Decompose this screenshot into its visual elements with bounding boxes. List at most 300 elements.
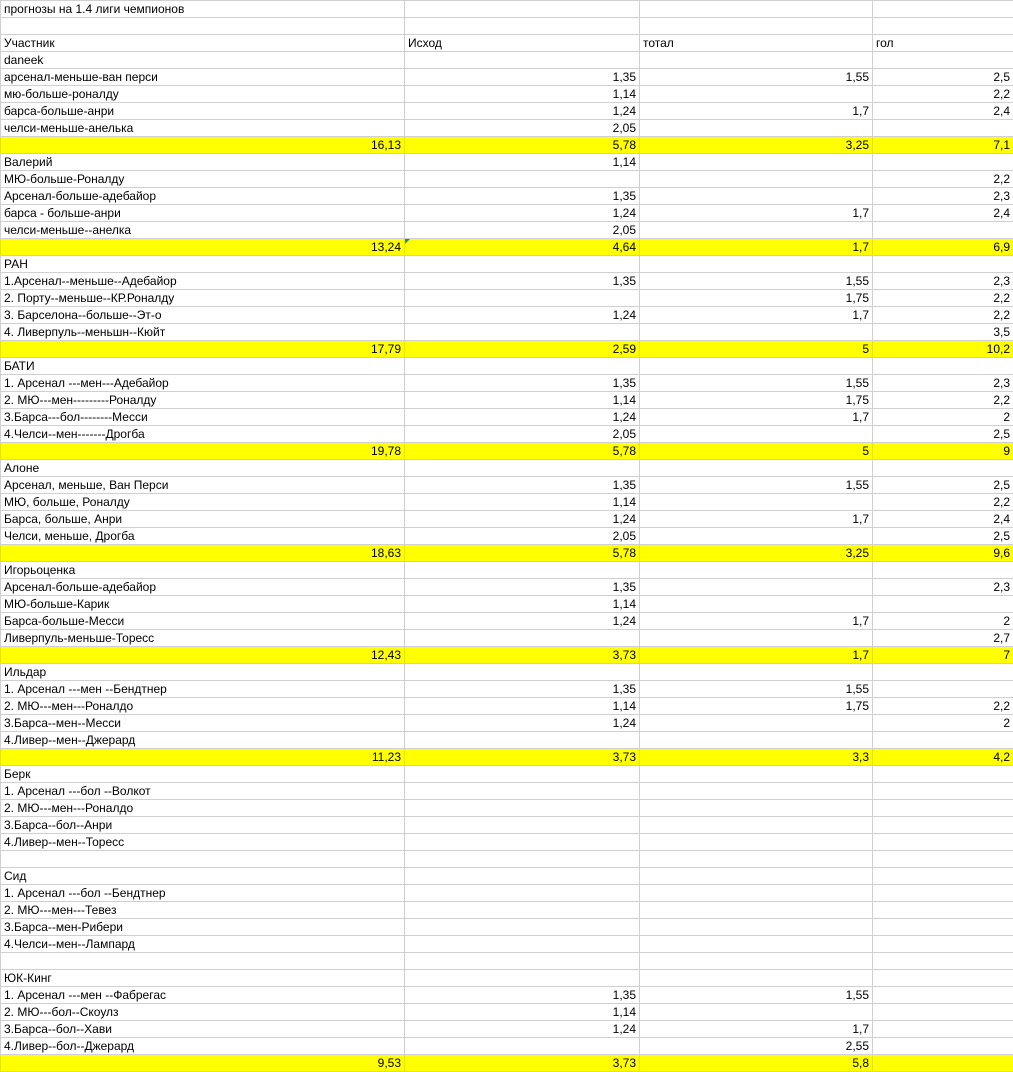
cell[interactable]: 1,55	[640, 273, 873, 290]
cell[interactable]: 9,6	[873, 545, 1013, 562]
cell[interactable]: 1,24	[405, 613, 640, 630]
table-row	[1, 375, 1013, 392]
cell[interactable]	[640, 154, 873, 171]
cell[interactable]: 3.Барса--бол--Анри	[1, 817, 405, 834]
cell[interactable]	[873, 681, 1013, 698]
cell[interactable]: 2,59	[405, 341, 640, 358]
cell[interactable]	[873, 1021, 1013, 1038]
table-row	[1, 171, 1013, 188]
cell[interactable]: Ливерпуль-меньше-Торесс	[1, 630, 405, 647]
cell[interactable]	[640, 494, 873, 511]
cell[interactable]: МЮ-больше-Карик	[1, 596, 405, 613]
cell[interactable]: 5	[640, 341, 873, 358]
cell[interactable]: Арсенал-больше-адебайор	[1, 579, 405, 596]
cell[interactable]	[640, 783, 873, 800]
cell[interactable]	[1, 851, 405, 868]
cell[interactable]: 3,25	[640, 545, 873, 562]
cell[interactable]	[873, 868, 1013, 885]
cell[interactable]: 16,13	[1, 137, 405, 154]
cell[interactable]	[640, 732, 873, 749]
cell[interactable]: 1.Арсенал--меньше--Адебайор	[1, 273, 405, 290]
cell[interactable]: 3,73	[405, 647, 640, 664]
cell[interactable]: 1,35	[405, 987, 640, 1004]
cell[interactable]: 4.Ливер--мен--Торесс	[1, 834, 405, 851]
cell[interactable]	[640, 222, 873, 239]
table-row	[1, 885, 1013, 902]
cell[interactable]	[873, 596, 1013, 613]
table-row	[1, 409, 1013, 426]
cell[interactable]: 2,05	[405, 120, 640, 137]
cell[interactable]: Арсенал-больше-адебайор	[1, 188, 405, 205]
cell[interactable]: 3.Барса--бол--Хави	[1, 1021, 405, 1038]
cell[interactable]: барса-больше-анри	[1, 103, 405, 120]
cell[interactable]: 2	[873, 409, 1013, 426]
table-row	[1, 120, 1013, 137]
cell[interactable]: 1,7	[640, 307, 873, 324]
cell[interactable]	[640, 596, 873, 613]
cell[interactable]	[405, 1038, 640, 1055]
cell[interactable]: Арсенал, меньше, Ван Перси	[1, 477, 405, 494]
table-row	[1, 1004, 1013, 1021]
table-row	[1, 800, 1013, 817]
cell[interactable]	[405, 171, 640, 188]
cell[interactable]	[873, 256, 1013, 273]
cell[interactable]	[405, 834, 640, 851]
table-row	[1, 307, 1013, 324]
table-row	[1, 1, 1013, 18]
cell[interactable]: прогнозы на 1.4 лиги чемпионов	[1, 1, 405, 18]
cell[interactable]: 1,75	[640, 290, 873, 307]
cell[interactable]: 5	[640, 443, 873, 460]
cell[interactable]: 7,1	[873, 137, 1013, 154]
cell[interactable]: 2,2	[873, 392, 1013, 409]
cell[interactable]: Игорьоценка	[1, 562, 405, 579]
table-row	[1, 579, 1013, 596]
cell[interactable]: 2,2	[873, 171, 1013, 188]
cell[interactable]: 12,43	[1, 647, 405, 664]
cell[interactable]: 2	[873, 613, 1013, 630]
cell[interactable]	[405, 817, 640, 834]
cell[interactable]: 3.Барса--мен--Месси	[1, 715, 405, 732]
cell[interactable]: 1,55	[640, 987, 873, 1004]
cell[interactable]	[405, 885, 640, 902]
table-row	[1, 851, 1013, 868]
sheet-body	[1, 1, 1013, 1072]
cell[interactable]	[405, 290, 640, 307]
cell[interactable]: 1,7	[640, 409, 873, 426]
cell[interactable]: 1,7	[640, 103, 873, 120]
cell[interactable]: 2,2	[873, 698, 1013, 715]
cell[interactable]: 2,3	[873, 375, 1013, 392]
cell[interactable]: Сид	[1, 868, 405, 885]
cell[interactable]	[873, 936, 1013, 953]
cell[interactable]	[405, 936, 640, 953]
cell[interactable]: барса - больше-анри	[1, 205, 405, 222]
table-row	[1, 324, 1013, 341]
cell[interactable]: 1,75	[640, 698, 873, 715]
cell[interactable]	[873, 834, 1013, 851]
cell[interactable]	[405, 18, 640, 35]
table-row	[1, 188, 1013, 205]
cell[interactable]	[873, 919, 1013, 936]
cell[interactable]	[640, 120, 873, 137]
table-row	[1, 273, 1013, 290]
cell[interactable]	[873, 902, 1013, 919]
cell[interactable]	[640, 324, 873, 341]
cell[interactable]: 1. Арсенал ---мен --Бендтнер	[1, 681, 405, 698]
cell[interactable]: 5,8	[640, 1055, 873, 1072]
cell[interactable]: Берк	[1, 766, 405, 783]
cell[interactable]	[405, 970, 640, 987]
cell[interactable]: 1,14	[405, 596, 640, 613]
cell[interactable]	[405, 358, 640, 375]
cell[interactable]	[640, 256, 873, 273]
cell[interactable]: 2,05	[405, 222, 640, 239]
cell[interactable]: 4.Челси--мен-------Дрогба	[1, 426, 405, 443]
table-row	[1, 970, 1013, 987]
cell[interactable]	[873, 817, 1013, 834]
cell[interactable]: 3,73	[405, 749, 640, 766]
cell[interactable]	[640, 936, 873, 953]
cell[interactable]: 19,78	[1, 443, 405, 460]
cell[interactable]	[873, 987, 1013, 1004]
table-row	[1, 732, 1013, 749]
cell[interactable]: 3,3	[640, 749, 873, 766]
cell[interactable]: МЮ-больше-Роналду	[1, 171, 405, 188]
cell[interactable]: 3,5	[873, 324, 1013, 341]
cell[interactable]: 1,35	[405, 188, 640, 205]
total-row	[1, 1055, 1013, 1072]
cell[interactable]: ЮК-Кинг	[1, 970, 405, 987]
cell[interactable]: 2,5	[873, 477, 1013, 494]
cell[interactable]	[405, 800, 640, 817]
cell[interactable]: 2,3	[873, 188, 1013, 205]
cell[interactable]: 1. Арсенал ---мен --Фабрегас	[1, 987, 405, 1004]
cell[interactable]: 1. Арсенал ---бол --Волкот	[1, 783, 405, 800]
cell[interactable]	[640, 919, 873, 936]
cell[interactable]: 2,3	[873, 579, 1013, 596]
cell[interactable]	[873, 460, 1013, 477]
cell[interactable]: 2,05	[405, 426, 640, 443]
cell[interactable]: 1,7	[640, 511, 873, 528]
cell[interactable]	[873, 52, 1013, 69]
cell[interactable]	[640, 953, 873, 970]
table-row	[1, 596, 1013, 613]
cell[interactable]: 1,7	[640, 647, 873, 664]
table-row	[1, 86, 1013, 103]
cell[interactable]	[640, 52, 873, 69]
cell[interactable]: 1,55	[640, 681, 873, 698]
table-row	[1, 52, 1013, 69]
cell[interactable]: 3. Барселона--больше--Эт-о	[1, 307, 405, 324]
cell[interactable]	[640, 868, 873, 885]
cell[interactable]	[640, 970, 873, 987]
table-row	[1, 256, 1013, 273]
cell[interactable]	[640, 86, 873, 103]
header-row	[1, 35, 1013, 52]
cell[interactable]	[405, 732, 640, 749]
cell[interactable]	[640, 817, 873, 834]
cell[interactable]	[873, 1055, 1013, 1072]
cell[interactable]: челси-меньше--анелка	[1, 222, 405, 239]
cell[interactable]: 2. МЮ---мен---------Роналду	[1, 392, 405, 409]
cell[interactable]: 9	[873, 443, 1013, 460]
cell[interactable]	[640, 885, 873, 902]
table-row	[1, 953, 1013, 970]
cell[interactable]	[405, 851, 640, 868]
total-row	[1, 137, 1013, 154]
cell[interactable]: 1,24	[405, 307, 640, 324]
table-row	[1, 18, 1013, 35]
cell[interactable]: 1,35	[405, 477, 640, 494]
cell[interactable]: 2. МЮ---мен---Роналдо	[1, 698, 405, 715]
cell[interactable]	[873, 358, 1013, 375]
cell[interactable]: челси-меньше-анелька	[1, 120, 405, 137]
cell[interactable]: 4.Челси--мен--Лампард	[1, 936, 405, 953]
table-row	[1, 817, 1013, 834]
cell[interactable]	[640, 579, 873, 596]
cell[interactable]: 1,55	[640, 69, 873, 86]
cell[interactable]: 2,5	[873, 528, 1013, 545]
cell[interactable]: 1,55	[640, 477, 873, 494]
cell[interactable]: 1,24	[405, 205, 640, 222]
cell[interactable]	[873, 1038, 1013, 1055]
cell[interactable]	[640, 664, 873, 681]
cell[interactable]: 1,24	[405, 715, 640, 732]
cell[interactable]: Челси, меньше, Дрогба	[1, 528, 405, 545]
cell[interactable]: Валерий	[1, 154, 405, 171]
cell[interactable]	[1, 953, 405, 970]
cell[interactable]: 1,7	[640, 239, 873, 256]
table-row	[1, 630, 1013, 647]
cell[interactable]: Барса, больше, Анри	[1, 511, 405, 528]
cell[interactable]: 18,63	[1, 545, 405, 562]
cell[interactable]	[640, 851, 873, 868]
cell[interactable]	[640, 426, 873, 443]
cell[interactable]: 6,9	[873, 239, 1013, 256]
cell[interactable]: 4,64	[405, 239, 640, 256]
cell[interactable]: 1,14	[405, 698, 640, 715]
cell[interactable]	[405, 919, 640, 936]
table-row	[1, 1038, 1013, 1055]
cell[interactable]: 2,2	[873, 494, 1013, 511]
cell[interactable]: 3,25	[640, 137, 873, 154]
table-row	[1, 698, 1013, 715]
cell[interactable]: 1,14	[405, 494, 640, 511]
cell[interactable]: гол	[873, 35, 1013, 52]
table-row	[1, 936, 1013, 953]
cell[interactable]: 1,24	[405, 409, 640, 426]
cell[interactable]: 1,35	[405, 273, 640, 290]
cell[interactable]	[405, 460, 640, 477]
cell[interactable]: 1,7	[640, 613, 873, 630]
cell[interactable]: 1,75	[640, 392, 873, 409]
cell[interactable]	[405, 868, 640, 885]
cell[interactable]: 3,73	[405, 1055, 640, 1072]
cell[interactable]	[640, 171, 873, 188]
cell[interactable]	[405, 324, 640, 341]
cell[interactable]	[640, 358, 873, 375]
cell[interactable]	[640, 766, 873, 783]
total-row	[1, 647, 1013, 664]
cell[interactable]	[405, 953, 640, 970]
cell[interactable]: Алоне	[1, 460, 405, 477]
cell[interactable]	[873, 783, 1013, 800]
table-row	[1, 511, 1013, 528]
cell[interactable]	[640, 1, 873, 18]
cell[interactable]: 2,5	[873, 69, 1013, 86]
cell[interactable]: daneek	[1, 52, 405, 69]
cell[interactable]	[873, 18, 1013, 35]
cell[interactable]: 4.Ливер--бол--Джерард	[1, 1038, 405, 1055]
cell[interactable]	[405, 1, 640, 18]
cell[interactable]: 1. Арсенал ---мен---Адебайор	[1, 375, 405, 392]
table-row	[1, 664, 1013, 681]
cell[interactable]	[873, 222, 1013, 239]
cell[interactable]: 2. МЮ---бол--Скоулз	[1, 1004, 405, 1021]
cell[interactable]	[873, 800, 1013, 817]
total-row	[1, 341, 1013, 358]
cell[interactable]	[640, 562, 873, 579]
cell[interactable]: 5,78	[405, 443, 640, 460]
cell[interactable]: 4,2	[873, 749, 1013, 766]
cell[interactable]	[640, 18, 873, 35]
cell[interactable]: 13,24	[1, 239, 405, 256]
cell[interactable]: МЮ, больше, Роналду	[1, 494, 405, 511]
cell[interactable]	[405, 902, 640, 919]
cell[interactable]	[640, 528, 873, 545]
cell[interactable]: мю-больше-роналду	[1, 86, 405, 103]
cell[interactable]: 1,35	[405, 69, 640, 86]
table-row	[1, 987, 1013, 1004]
cell[interactable]: Участник	[1, 35, 405, 52]
cell[interactable]: арсенал-меньше-ван перси	[1, 69, 405, 86]
cell[interactable]: 2,05	[405, 528, 640, 545]
cell[interactable]: 1,24	[405, 1021, 640, 1038]
cell[interactable]: 7	[873, 647, 1013, 664]
cell[interactable]: 3.Барса--мен-Рибери	[1, 919, 405, 936]
cell[interactable]: 5,78	[405, 545, 640, 562]
table-row	[1, 494, 1013, 511]
cell[interactable]	[873, 732, 1013, 749]
cell[interactable]	[405, 664, 640, 681]
cell[interactable]: 1,14	[405, 86, 640, 103]
table-row	[1, 154, 1013, 171]
cell[interactable]: 2,2	[873, 307, 1013, 324]
table-row	[1, 103, 1013, 120]
cell[interactable]: 3.Барса---бол--------Месси	[1, 409, 405, 426]
cell[interactable]	[405, 783, 640, 800]
cell[interactable]	[405, 256, 640, 273]
cell[interactable]: 4.Ливер--мен--Джерард	[1, 732, 405, 749]
cell[interactable]: 1,24	[405, 103, 640, 120]
cell[interactable]: 2. МЮ---мен---Тевез	[1, 902, 405, 919]
table-row	[1, 528, 1013, 545]
cell[interactable]	[640, 902, 873, 919]
cell[interactable]: 2,4	[873, 511, 1013, 528]
cell[interactable]: Исход	[405, 35, 640, 52]
cell[interactable]: 1. Арсенал ---бол --Бендтнер	[1, 885, 405, 902]
cell[interactable]	[873, 766, 1013, 783]
cell[interactable]: 1,14	[405, 1004, 640, 1021]
table-row	[1, 613, 1013, 630]
table-row	[1, 681, 1013, 698]
cell[interactable]: 2. Порту--меньше--КР.Роналду	[1, 290, 405, 307]
cell[interactable]: 9,53	[1, 1055, 405, 1072]
cell[interactable]	[873, 851, 1013, 868]
table-row	[1, 205, 1013, 222]
cell[interactable]: 2,3	[873, 273, 1013, 290]
cell[interactable]: 2,55	[640, 1038, 873, 1055]
cell[interactable]: 1,35	[405, 375, 640, 392]
cell[interactable]	[873, 562, 1013, 579]
cell[interactable]	[405, 52, 640, 69]
cell[interactable]: 1,55	[640, 375, 873, 392]
cell[interactable]	[405, 630, 640, 647]
cell[interactable]: 1,35	[405, 579, 640, 596]
cell[interactable]: 2,5	[873, 426, 1013, 443]
cell[interactable]: 2	[873, 715, 1013, 732]
cell[interactable]: 2. МЮ---мен---Роналдо	[1, 800, 405, 817]
cell[interactable]	[640, 630, 873, 647]
cell[interactable]: 1,14	[405, 392, 640, 409]
cell[interactable]: 4. Ливерпуль--меньшн--Кюйт	[1, 324, 405, 341]
table-row	[1, 477, 1013, 494]
cell[interactable]	[640, 1004, 873, 1021]
cell[interactable]	[873, 970, 1013, 987]
cell[interactable]: 1,24	[405, 511, 640, 528]
cell[interactable]	[640, 834, 873, 851]
cell[interactable]: тотал	[640, 35, 873, 52]
table-row	[1, 69, 1013, 86]
cell[interactable]: БАТИ	[1, 358, 405, 375]
cell[interactable]	[640, 460, 873, 477]
cell[interactable]: 2,4	[873, 205, 1013, 222]
cell[interactable]	[873, 1004, 1013, 1021]
cell[interactable]	[405, 766, 640, 783]
cell[interactable]: 11,23	[1, 749, 405, 766]
cell[interactable]	[873, 953, 1013, 970]
cell[interactable]	[640, 800, 873, 817]
cell[interactable]: 1,7	[640, 1021, 873, 1038]
cell[interactable]	[873, 154, 1013, 171]
cell[interactable]: Барса-больше-Месси	[1, 613, 405, 630]
cell[interactable]: 2,4	[873, 103, 1013, 120]
cell[interactable]	[873, 885, 1013, 902]
cell[interactable]	[873, 120, 1013, 137]
cell[interactable]: 2,2	[873, 290, 1013, 307]
cell[interactable]: 17,79	[1, 341, 405, 358]
cell[interactable]	[873, 664, 1013, 681]
table-row	[1, 868, 1013, 885]
cell[interactable]	[873, 1, 1013, 18]
cell[interactable]	[1, 18, 405, 35]
cell[interactable]: 1,35	[405, 681, 640, 698]
cell[interactable]	[640, 188, 873, 205]
table-row	[1, 919, 1013, 936]
cell[interactable]: РАН	[1, 256, 405, 273]
table-row	[1, 222, 1013, 239]
cell[interactable]: 2,2	[873, 86, 1013, 103]
cell[interactable]: 1,7	[640, 205, 873, 222]
cell[interactable]: 5,78	[405, 137, 640, 154]
cell[interactable]	[640, 715, 873, 732]
cell[interactable]: 1,14	[405, 154, 640, 171]
cell[interactable]: Ильдар	[1, 664, 405, 681]
cell[interactable]: 10,2	[873, 341, 1013, 358]
cell[interactable]	[405, 562, 640, 579]
cell[interactable]: 2,7	[873, 630, 1013, 647]
